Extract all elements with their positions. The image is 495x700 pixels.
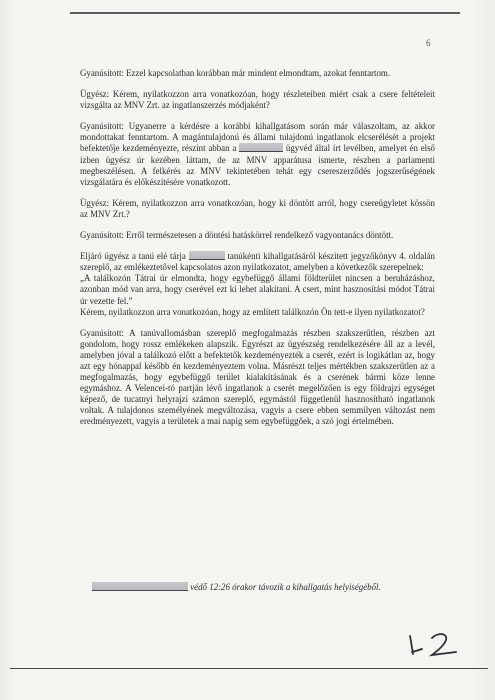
- redaction-mark: [92, 582, 188, 591]
- paragraph-text: Eljáró ügyész a tanú elé tárja: [80, 251, 189, 262]
- transcript-body: [80, 68, 435, 438]
- paragraph: Gyanúsított: A tanúvallomásban szereplő megfogalmazás részben szakszerűtlen, részben azt gondolom, hogy rossz emlékeken alapszik. Egyrészt az ügyészség rendelkezésére áll az a levél, amelyben jóval a találkozó előtt a befektetők kezdeményezték a cserét, ezért is logikátlan az, hogy azt egy hónappal később én kezdeményeztem volna. Másrészt teljes mértékben szakszerűtlen az a megfogalmazás, hogy egybefüggő terület kialakításának és a cserének bármi köze lenne egymáshoz. A Velencei-tó partján lévő ingatlanok a cserét megelőzően is egy földrajzi egységet képező, de tucatnyi helyrajzi számon szereplő, egymástól függetlenül hasznosítható ingatlanok voltak. A tulajdonos személyének megváltozása, vagyis a csere ebben semmilyen változást nem eredményezett, vagyis a területek a mai napig sem egybefüggőek, a szó jogi értelmében.: [80, 327, 435, 427]
- redaction-mark: [239, 143, 283, 152]
- paragraph: Ügyész: Kérem, nyilatkozzon arra vonatkozóan, hogy ki döntött arról, hogy csereügyletet kössön az MNV Zrt.?: [80, 197, 435, 219]
- closing-text: védő 12:26 órakor távozik a kihallgatás helyiségéből.: [190, 582, 381, 592]
- paragraph-text: tanúkénti kihallgatásáról készített jegyzőkönyv 4. oldalán szereplő, az emlékeztetővel kapcsolatos azon nyilatkozatot, amelyben a következők szerepelnek:: [80, 251, 435, 273]
- redaction-mark: [189, 251, 225, 260]
- page-number: 6: [426, 38, 431, 48]
- paragraph: Kérem, nyilatkozzon arra vonatkozóan, hogy az említett találkozón Ön tett-e ilyen nyilatkozatot?: [80, 306, 425, 317]
- paragraph-text: ügyvéd által írt levélben, amelyet én első ízben ügyész úr kezében láttam, de az MNV apparátusa ismerte, részben a parlamenti megbeszélésen. A felkérés az MNV tekintetében tehát egy csereszerződés jogszerűségének vizsgálatára és előkészítésére vonatkozott.: [80, 143, 435, 187]
- paragraph: Ügyész: Kérem, nyilatkozzon arra vonatkozóan, hogy részleteiben miért csak a csere feltételeit vizsgálta az MNV Zrt. az ingatlanszerzés módjaként?: [80, 89, 435, 111]
- quoted-statement: „A találkozón Tátrai úr elmondta, hogy egybefüggő állami földterület nincsen a beruházáshoz, azonban mód van arra, hogy cserével ezt ki lehet alakítani. A csert, mint hasznosítási módot Tátrai úr vezette fel.”: [80, 273, 435, 306]
- paragraph: Gyanúsított: Ezzel kapcsolatban korábban már mindent elmondtam, azokat fenntartom.: [80, 68, 391, 78]
- closing-note: [92, 582, 442, 592]
- top-border-line: [70, 12, 460, 14]
- paragraph: Gyanúsított: Erről természetesen a döntési hatáskörrel rendelkező vagyontanács döntött.: [80, 230, 394, 241]
- paragraph: [80, 251, 435, 273]
- paragraph-text: Gyanúsított: Ugyanerre a kérdésre a korábbi kihallgatásom során már válaszoltam, az akkor mondottakat fenntartom. A magántulajdonú és állami tulajdonú ingatlanok elcserélését a projekt befektetője kezdeményezte, részint abban a: [80, 121, 435, 154]
- handwritten-initials: [404, 628, 464, 658]
- bottom-border-line: [10, 668, 488, 669]
- paragraph: [80, 121, 435, 188]
